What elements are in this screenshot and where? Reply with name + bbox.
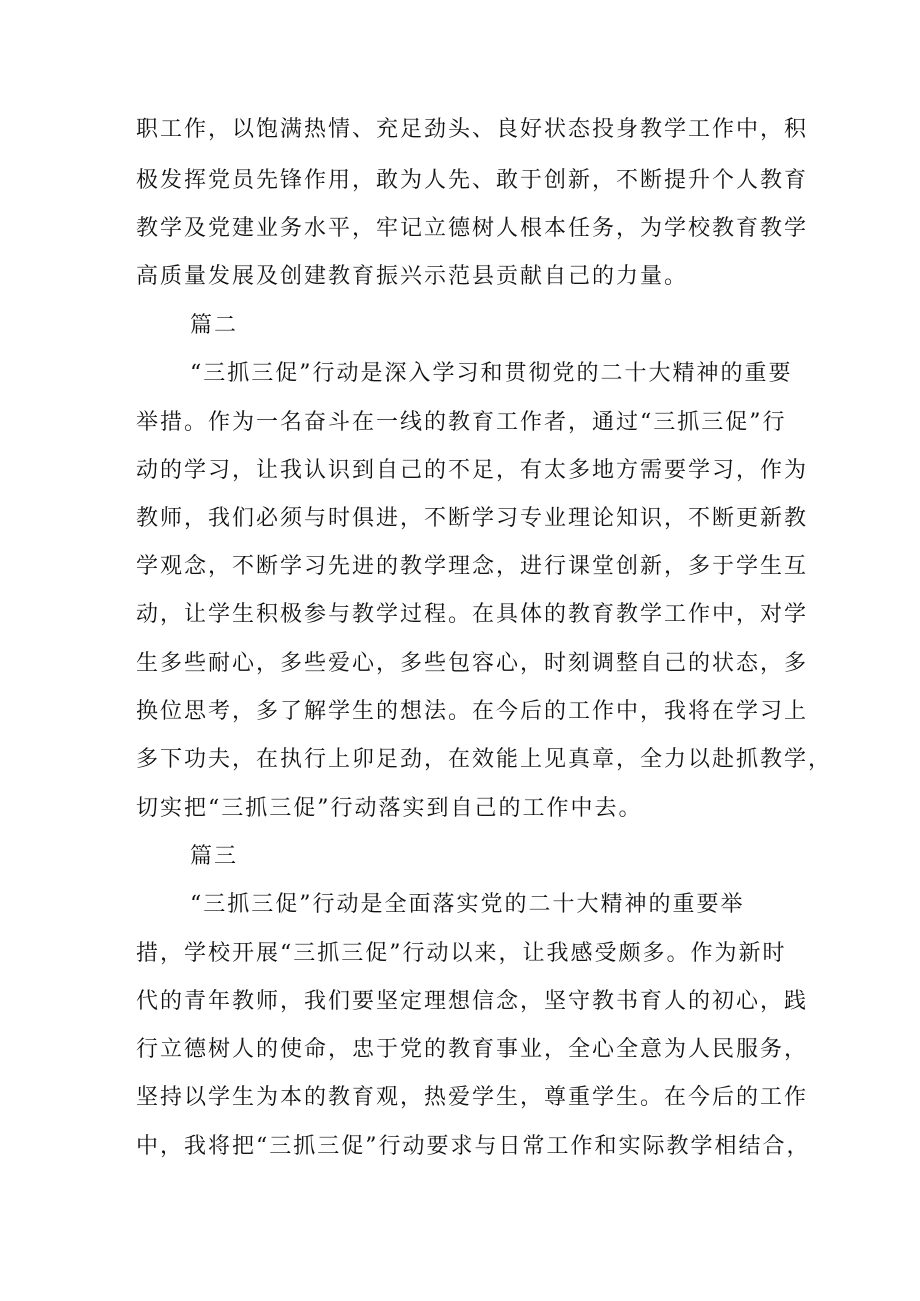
text-line: “三抓三促”行动是深入学习和贯彻党的二十大精神的重要 [190, 361, 793, 386]
text-line: 举措。作为一名奋斗在一线的教育工作者，通过“三抓三促”行 [136, 410, 787, 435]
text-line: 切实把“三抓三促”行动落实到自己的工作中去。 [136, 796, 643, 821]
text-line: 措，学校开展“三抓三促”行动以来，让我感受颇多。作为新时 [136, 941, 787, 966]
text-line: 生多些耐心，多些爱心，多些包容心，时刻调整自己的状态，多 [136, 651, 809, 676]
text-line: 学观念，不断学习先进的教学理念，进行课堂创新，多于学生互 [136, 554, 809, 579]
text-line: 极发挥党员先锋作用，敢为人先、敢于创新，不断提升个人教育 [136, 168, 809, 193]
text-line: 代的青年教师，我们要坚定理想信念，坚守教书育人的初心，践 [136, 989, 809, 1014]
text-line: 教师，我们必须与时俱进，不断学习专业理论知识，不断更新教 [136, 506, 809, 531]
text-line: 职工作，以饱满热情、充足劲头、良好状态投身教学工作中，积 [136, 117, 809, 142]
text-line: 坚持以学生为本的教育观，热爱学生，尊重学生。在今后的工作 [136, 1085, 809, 1110]
text-line: 动的学习，让我认识到自己的不足，有太多地方需要学习，作为 [136, 458, 809, 483]
text-line: 行立德树人的使命，忠于党的教育事业，全心全意为人民服务， [136, 1037, 809, 1062]
text-line: 换位思考，多了解学生的想法。在今后的工作中，我将在学习上 [136, 699, 809, 724]
text-line: 高质量发展及创建教育振兴示范县贡献自己的力量。 [136, 264, 689, 289]
text-line: 中，我将把“三抓三促”行动要求与日常工作和实际教学相结合， [136, 1134, 811, 1159]
text-line: 教学及党建业务水平，牢记立德树人根本任务，为学校教育教学 [136, 216, 809, 241]
text-line: “三抓三促”行动是全面落实党的二十大精神的重要举 [190, 892, 745, 917]
section-heading: 篇三 [190, 844, 239, 869]
text-line: 动，让学生积极参与教学过程。在具体的教育教学工作中，对学 [136, 602, 809, 627]
section-heading: 篇二 [190, 313, 239, 338]
text-line: 多下功夫，在执行上卯足劲，在效能上见真章，全力以赴抓教学， [136, 747, 833, 772]
